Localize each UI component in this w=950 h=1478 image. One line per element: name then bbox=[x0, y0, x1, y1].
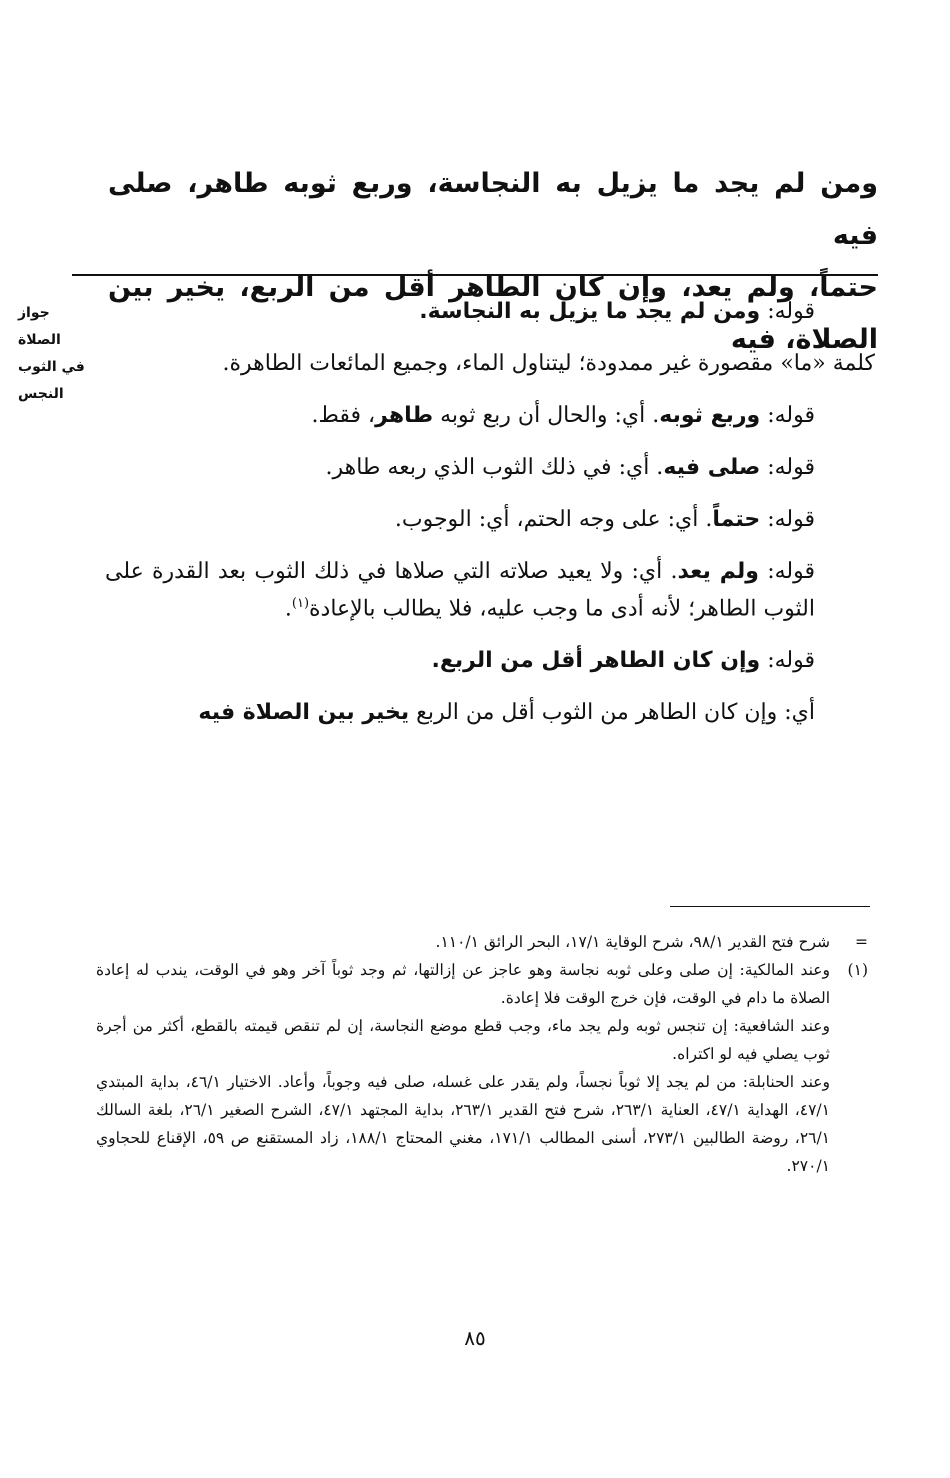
paragraph-text: . أي: على وجه الحتم، أي: الوجوب. bbox=[394, 507, 713, 532]
commentary-paragraph bbox=[105, 697, 875, 729]
quoted-text: وربع ثوبه bbox=[659, 403, 761, 428]
quoted-text: ومن لم يجد ما يزيل به النجاسة. bbox=[419, 299, 761, 324]
paragraph-text: . bbox=[284, 596, 292, 622]
margin-note bbox=[18, 300, 98, 408]
paragraph-text: . أي: والحال أن ربع ثوبه bbox=[440, 403, 660, 428]
quoted-text: وإن كان الطاهر أقل من الربع. bbox=[431, 648, 761, 674]
quoted-text: حتماً bbox=[712, 507, 761, 532]
quoted-text: ولم يعد bbox=[677, 559, 759, 584]
commentary-paragraph bbox=[105, 452, 875, 484]
commentary-paragraph bbox=[105, 400, 875, 432]
quote-label: قوله: bbox=[767, 299, 815, 324]
footnote-body bbox=[96, 956, 830, 1180]
paragraph-text: كلمة «ما» مقصورة غير ممدودة؛ ليتناول الماء، وجميع المائعات الطاهرة. bbox=[222, 351, 875, 376]
margin-note-line: الصلاة bbox=[18, 332, 61, 348]
footnote-1 bbox=[96, 956, 868, 1180]
footnote-mark: (١) bbox=[847, 961, 868, 979]
footnote-text: وعند المالكية: إن صلى وعلى ثوبه نجاسة وهو عاجز عن إزالتها، ثم وجد ثوباً آخر وهو في الوقت، يندب له إعادة الصلاة ما دام في الوقت، فإن خرج الوقت فلا إعادة. bbox=[96, 961, 830, 1007]
footnote-ref[interactable]: (١) bbox=[291, 596, 310, 611]
commentary-paragraph bbox=[105, 504, 875, 536]
quote-label: قوله: bbox=[767, 507, 815, 532]
margin-note-line: جواز bbox=[18, 305, 50, 321]
commentary-paragraph bbox=[105, 296, 875, 328]
footnote-mark: = bbox=[855, 933, 868, 951]
commentary bbox=[105, 296, 875, 749]
quoted-text: يخير بين الصلاة فيه bbox=[198, 700, 410, 726]
commentary-paragraph bbox=[105, 348, 875, 380]
paragraph-text: ، فقط. bbox=[311, 403, 376, 428]
footnote-divider bbox=[670, 906, 870, 907]
page-number: ٨٥ bbox=[464, 1326, 486, 1350]
footnote-text: وعند الحنابلة: من لم يجد إلا ثوباً نجساً، ولم يقدر على غسله، صلى فيه وجوباً، وأعاد. الاختيار ٤٦/١، بداية المبتدي ٤٧/١، الهداية ٤٧/١، العناية ٢٦٣/١، شرح فتح القدير ٢٦٣/١، بداية المجتهد ٤٧/١، الشرح الصغير ٢٦/١، بلغة السالك ٢٦/١، روضة الطالبين ٢٧٣/١، أسنى المطالب ١٧١/١، مغني المحتاج ١٨٨/١، زاد المستقنع ص ٥٩، الإقناع للحجاوي ٢٧٠/١. bbox=[96, 1073, 831, 1175]
main-text-divider bbox=[72, 274, 878, 276]
paragraph-text: أي: وإن كان الطاهر من الثوب أقل من الربع bbox=[416, 700, 815, 726]
paragraph-text: . أي: ولا يعيد صلاته التي صلاها في ذلك الثوب بعد القدرة على الثوب الطاهر؛ لأنه أدى ما وجب عليه، فلا يطالب بالإعادة bbox=[105, 559, 815, 622]
quote-label: قوله: bbox=[767, 455, 815, 480]
quote-label: قوله: bbox=[767, 403, 815, 428]
paragraph-text: . أي: في ذلك الثوب الذي ربعه طاهر. bbox=[325, 455, 664, 480]
commentary-paragraph bbox=[105, 645, 875, 677]
quote-label: قوله: bbox=[767, 559, 815, 584]
main-text-line-1: ومن لم يجد ما يزيل به النجاسة، وربع ثوبه طاهر، صلى فيه bbox=[108, 168, 878, 251]
quoted-text: صلى فيه bbox=[663, 455, 761, 480]
margin-note-line: النجس bbox=[18, 386, 64, 402]
quoted-text: طاهر bbox=[375, 403, 434, 428]
footnote-text: وعند الشافعية: إن تنجس ثوبه ولم يجد ماء، وجب قطع موضع النجاسة، إن لم تنقص قيمته بالقطع، أكثر من أجرة ثوب يصلي فيه لو اكتراه. bbox=[96, 1017, 830, 1063]
footnotes bbox=[96, 928, 868, 1180]
footnote-continuation bbox=[96, 928, 868, 956]
commentary-paragraph bbox=[105, 556, 875, 625]
main-text-line-2: حتماً، ولم يعد، وإن كان الطاهر أقل من الربع، يخير بين الصلاة، فيه bbox=[108, 272, 878, 355]
margin-note-line: في الثوب bbox=[18, 359, 85, 375]
footnote-text: شرح فتح القدير ٩٨/١، شرح الوقاية ١٧/١، البحر الرائق ١١٠/١. bbox=[435, 933, 830, 951]
quote-label: قوله: bbox=[767, 648, 815, 674]
